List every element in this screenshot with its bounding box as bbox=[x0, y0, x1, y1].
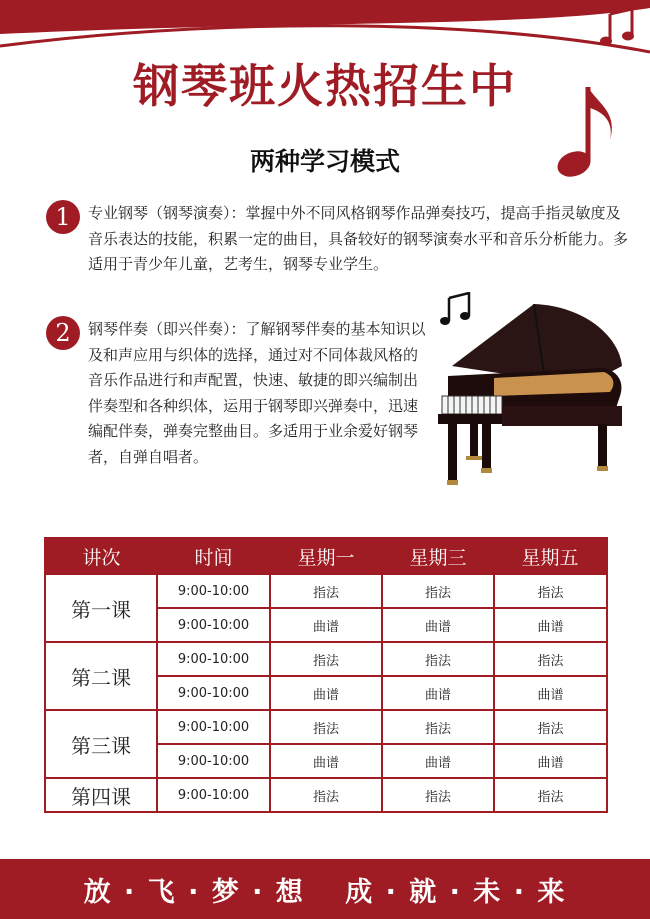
table-cell: 曲谱 bbox=[494, 676, 607, 710]
column-header: 讲次 bbox=[45, 538, 157, 574]
grand-piano-illustration bbox=[434, 296, 628, 496]
schedule-table bbox=[44, 537, 608, 813]
time-cell: 9:00-10:00 bbox=[157, 574, 270, 608]
page-title: 钢琴班火热招生中 bbox=[133, 59, 517, 113]
time-cell: 9:00-10:00 bbox=[157, 642, 270, 676]
mode-description: 钢琴伴奏（即兴伴奏）：了解钢琴伴奏的基本知识以及和声应用与织体的选择，通过对不同体裁风格的音乐作品进行和声配置，快速、敏捷的即兴编制出伴奏型和各种织体，运用于钢琴即兴弹奏中，迅速编配伴奏，弹奏完整曲目。多适用于业余爱好钢琴者，自弹自唱者。 bbox=[88, 320, 426, 466]
table-cell: 指法 bbox=[270, 642, 382, 676]
table-cell: 指法 bbox=[270, 574, 382, 608]
table-cell: 指法 bbox=[382, 642, 494, 676]
table-row bbox=[45, 710, 607, 744]
table-cell: 曲谱 bbox=[270, 676, 382, 710]
table-row bbox=[45, 574, 607, 608]
table-cell: 指法 bbox=[382, 710, 494, 744]
lesson-name: 第三课 bbox=[45, 710, 157, 778]
page-subtitle: 两种学习模式 bbox=[249, 147, 400, 176]
time-cell: 9:00-10:00 bbox=[157, 744, 270, 778]
table-cell: 曲谱 bbox=[494, 608, 607, 642]
table-cell: 曲谱 bbox=[382, 676, 494, 710]
lesson-name: 第四课 bbox=[45, 778, 157, 812]
table-cell: 指法 bbox=[494, 574, 607, 608]
music-note-icon bbox=[600, 8, 636, 48]
table-cell: 曲谱 bbox=[270, 744, 382, 778]
column-header: 星期五 bbox=[494, 538, 607, 574]
table-cell: 曲谱 bbox=[494, 744, 607, 778]
table-cell: 指法 bbox=[270, 778, 382, 812]
time-cell: 9:00-10:00 bbox=[157, 608, 270, 642]
time-cell: 9:00-10:00 bbox=[157, 676, 270, 710]
column-header: 时间 bbox=[157, 538, 270, 574]
lesson-name: 第一课 bbox=[45, 574, 157, 642]
mode-number-badge: 2 bbox=[46, 316, 80, 350]
footer-slogan: 放 · 飞 · 梦 · 想 成 · 就 · 未 · 来 bbox=[0, 859, 650, 919]
table-row bbox=[45, 642, 607, 676]
table-cell: 指法 bbox=[382, 574, 494, 608]
time-cell: 9:00-10:00 bbox=[157, 710, 270, 744]
time-cell: 9:00-10:00 bbox=[157, 778, 270, 812]
mode-description: 专业钢琴（钢琴演奏）：掌握中外不同风格钢琴作品弹奏技巧，提高手指灵敏度及音乐表达的技能，积累一定的曲目，具备较好的钢琴演奏水平和音乐分析能力。多适用于青少年儿童，艺考生，钢琴专业学生。 bbox=[88, 204, 629, 273]
mode-number-badge: 1 bbox=[46, 200, 80, 234]
table-cell: 指法 bbox=[494, 642, 607, 676]
table-cell: 指法 bbox=[270, 710, 382, 744]
table-cell: 指法 bbox=[494, 778, 607, 812]
table-cell: 曲谱 bbox=[382, 608, 494, 642]
table-cell: 曲谱 bbox=[382, 744, 494, 778]
table-cell: 指法 bbox=[494, 710, 607, 744]
table-cell: 曲谱 bbox=[270, 608, 382, 642]
column-header: 星期三 bbox=[382, 538, 494, 574]
table-row bbox=[45, 778, 607, 812]
column-header: 星期一 bbox=[270, 538, 382, 574]
table-header-row bbox=[45, 538, 607, 574]
lesson-name: 第二课 bbox=[45, 642, 157, 710]
table-cell: 指法 bbox=[382, 778, 494, 812]
